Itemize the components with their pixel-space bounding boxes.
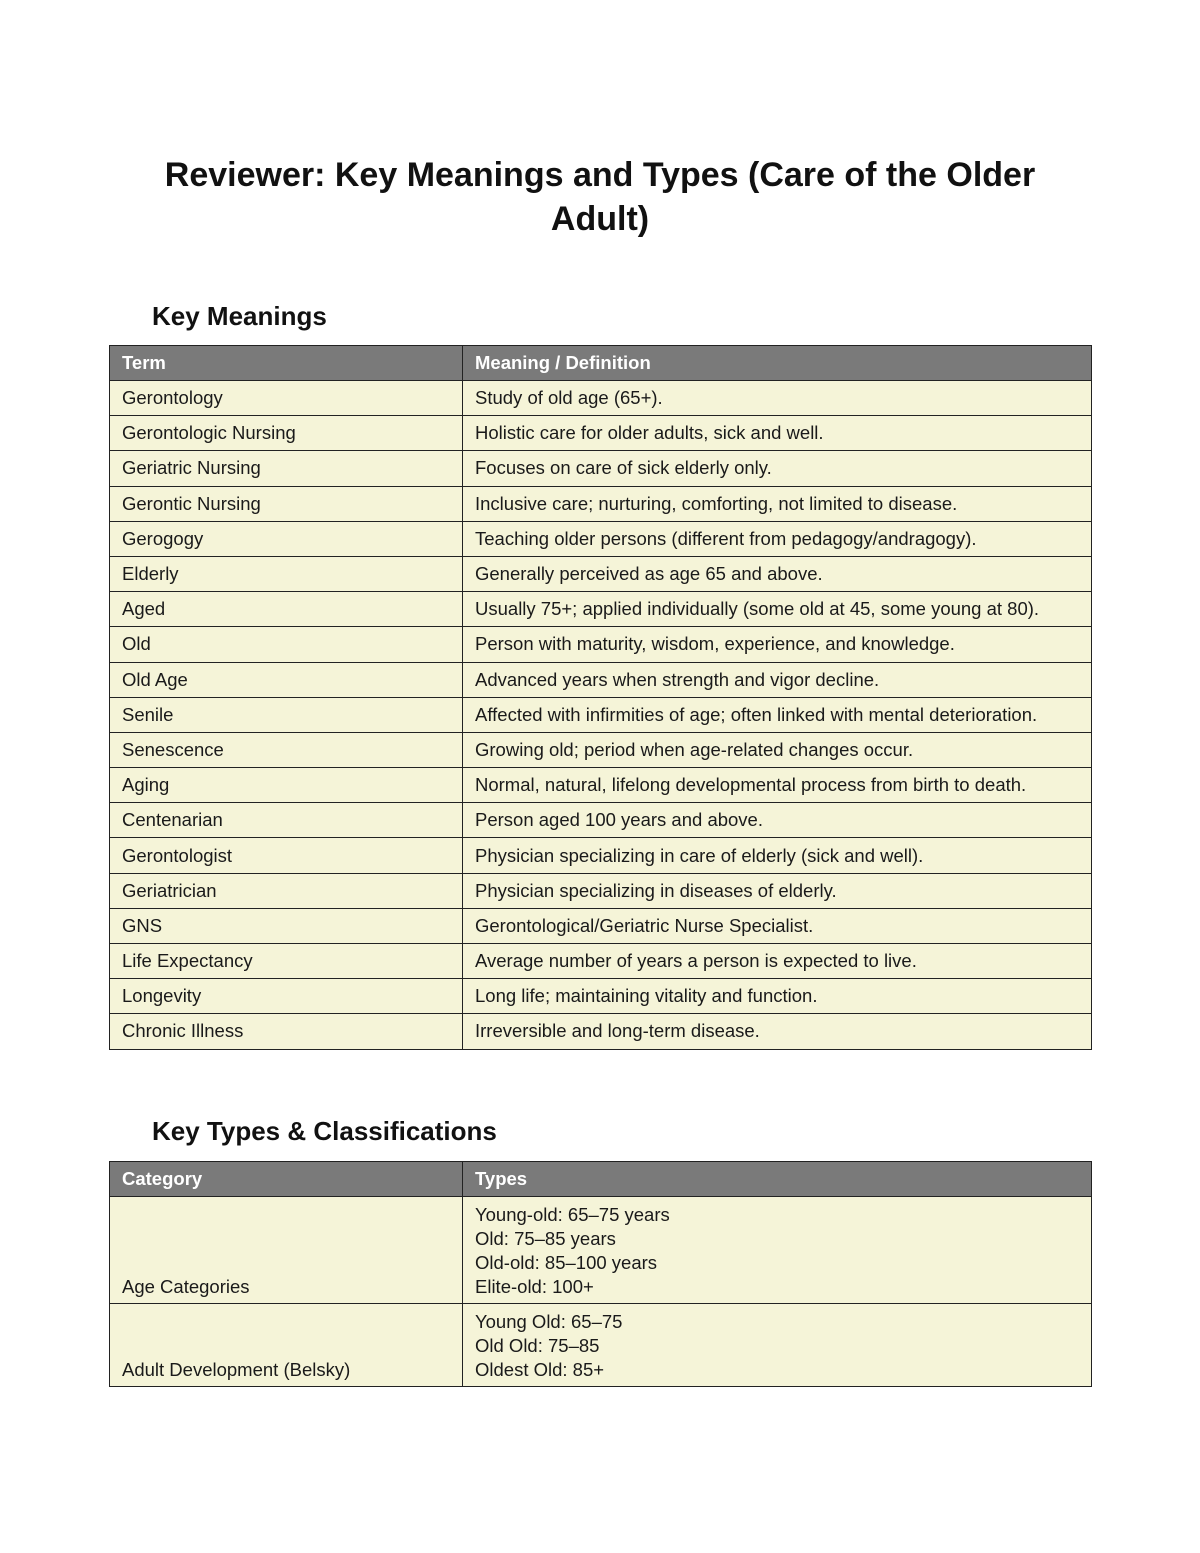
- type-item: Young-old: 65–75 years: [475, 1204, 670, 1225]
- table-row: [110, 627, 1092, 662]
- term-cell: GNS: [110, 908, 463, 943]
- table-row: [110, 1014, 1092, 1049]
- meaning-cell: Gerontological/Geriatric Nurse Specialist.: [463, 908, 1092, 943]
- column-header-types: Types: [463, 1162, 1092, 1197]
- term-cell: Gerontology: [110, 381, 463, 416]
- term-cell: Old Age: [110, 662, 463, 697]
- term-cell: Elderly: [110, 556, 463, 591]
- table-row: [110, 908, 1092, 943]
- table-row: [110, 873, 1092, 908]
- table-row: [110, 732, 1092, 767]
- table-row: [110, 1304, 1092, 1387]
- meaning-cell: Affected with infirmities of age; often linked with mental deterioration.: [463, 697, 1092, 732]
- term-cell: Longevity: [110, 979, 463, 1014]
- key-types-table: [109, 1161, 1092, 1387]
- meaning-cell: Average number of years a person is expected to live.: [463, 944, 1092, 979]
- term-cell: Gerontologic Nursing: [110, 416, 463, 451]
- type-item: Young Old: 65–75: [475, 1311, 623, 1332]
- key-meanings-table: [109, 345, 1092, 1050]
- type-item: Oldest Old: 85+: [475, 1359, 605, 1380]
- meaning-cell: Physician specializing in diseases of elderly.: [463, 873, 1092, 908]
- table-header-row: [110, 346, 1092, 381]
- term-cell: Life Expectancy: [110, 944, 463, 979]
- meaning-cell: Advanced years when strength and vigor decline.: [463, 662, 1092, 697]
- table-row: [110, 662, 1092, 697]
- term-cell: Gerogogy: [110, 521, 463, 556]
- term-cell: Gerontic Nursing: [110, 486, 463, 521]
- table-row: [110, 944, 1092, 979]
- types-cell: [463, 1197, 1092, 1304]
- term-cell: Aged: [110, 592, 463, 627]
- table-row: [110, 768, 1092, 803]
- meaning-cell: Person aged 100 years and above.: [463, 803, 1092, 838]
- table-row: [110, 592, 1092, 627]
- table-row: [110, 1197, 1092, 1304]
- table-row: [110, 521, 1092, 556]
- type-item: Old: 75–85 years: [475, 1228, 616, 1249]
- key-meanings-heading: Key Meanings: [152, 301, 327, 331]
- term-cell: Old: [110, 627, 463, 662]
- category-cell: Age Categories: [110, 1197, 463, 1304]
- term-cell: Centenarian: [110, 803, 463, 838]
- table-row: [110, 416, 1092, 451]
- meaning-cell: Normal, natural, lifelong developmental process from birth to death.: [463, 768, 1092, 803]
- table-row: [110, 803, 1092, 838]
- meaning-cell: Physician specializing in care of elderly (sick and well).: [463, 838, 1092, 873]
- term-cell: Senile: [110, 697, 463, 732]
- meaning-cell: Growing old; period when age-related changes occur.: [463, 732, 1092, 767]
- table-row: [110, 381, 1092, 416]
- types-cell: [463, 1304, 1092, 1387]
- type-item: Old-old: 85–100 years: [475, 1252, 658, 1273]
- meaning-cell: Inclusive care; nurturing, comforting, not limited to disease.: [463, 486, 1092, 521]
- term-cell: Gerontologist: [110, 838, 463, 873]
- meaning-cell: Irreversible and long-term disease.: [463, 1014, 1092, 1049]
- term-cell: Senescence: [110, 732, 463, 767]
- table-row: [110, 697, 1092, 732]
- column-header-meaning: Meaning / Definition: [463, 346, 1092, 381]
- table-header-row: [110, 1162, 1092, 1197]
- meaning-cell: Study of old age (65+).: [463, 381, 1092, 416]
- term-cell: Chronic Illness: [110, 1014, 463, 1049]
- meaning-cell: Person with maturity, wisdom, experience, and knowledge.: [463, 627, 1092, 662]
- meaning-cell: Teaching older persons (different from pedagogy/andragogy).: [463, 521, 1092, 556]
- table-row: [110, 451, 1092, 486]
- column-header-category: Category: [110, 1162, 463, 1197]
- column-header-term: Term: [110, 346, 463, 381]
- type-item: Elite-old: 100+: [475, 1276, 594, 1297]
- term-cell: Geriatric Nursing: [110, 451, 463, 486]
- key-types-heading: Key Types & Classifications: [152, 1116, 497, 1146]
- term-cell: Geriatrician: [110, 873, 463, 908]
- meaning-cell: Holistic care for older adults, sick and well.: [463, 416, 1092, 451]
- table-row: [110, 838, 1092, 873]
- table-row: [110, 486, 1092, 521]
- table-row: [110, 979, 1092, 1014]
- table-row: [110, 556, 1092, 591]
- meaning-cell: Long life; maintaining vitality and function.: [463, 979, 1092, 1014]
- meaning-cell: Usually 75+; applied individually (some old at 45, some young at 80).: [463, 592, 1092, 627]
- meaning-cell: Generally perceived as age 65 and above.: [463, 556, 1092, 591]
- type-item: Old Old: 75–85: [475, 1335, 600, 1356]
- term-cell: Aging: [110, 768, 463, 803]
- category-cell: Adult Development (Belsky): [110, 1304, 463, 1387]
- meaning-cell: Focuses on care of sick elderly only.: [463, 451, 1092, 486]
- page-title: Reviewer: Key Meanings and Types (Care of the Older Adult): [164, 156, 1036, 238]
